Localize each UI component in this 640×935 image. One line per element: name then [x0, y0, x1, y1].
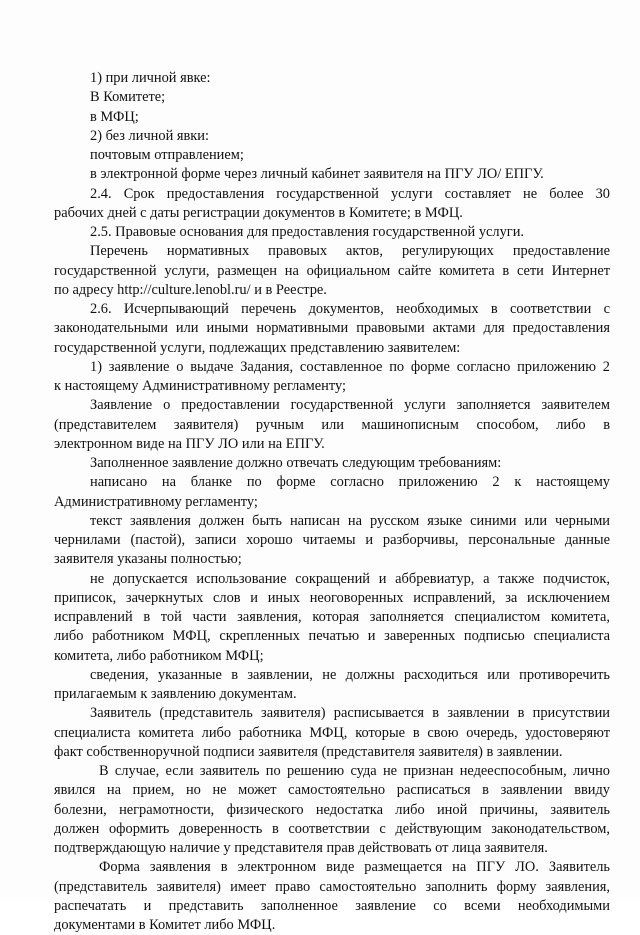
text-line: текст заявления должен быть написан на русском языке синими или черными	[90, 512, 610, 529]
text-line: специалиста комитета либо работника МФЦ, которые в свою очередь, удостоверяют	[54, 724, 610, 741]
text-line: должен оформить доверенность в соответствии с действующим законодательством,	[54, 820, 610, 837]
text-line: законодательными или иными нормативными правовыми актами для предоставления	[54, 320, 610, 337]
text-line: Заявитель (представитель заявителя) расписывается в заявлении в присутствии	[90, 705, 610, 722]
text-line: факт собственноручной подписи заявителя (представителя заявителя) в заявлении.	[54, 743, 563, 760]
text-line: В случае, если заявитель по решению суда не признан недееспособным, лично	[99, 763, 610, 779]
text-line: к настоящему Административному регламенту;	[54, 378, 346, 394]
text-line: в электронной форме через личный кабинет заявителя на ПГУ ЛО/ ЕПГУ.	[90, 166, 544, 183]
text-line: болезни, неграмотности, физического недостатка либо иной причины, заявитель	[54, 801, 610, 818]
text-line: не допускается использование сокращений и аббревиатур, а также подчисток,	[90, 570, 610, 587]
text-line: написано на бланке по форме согласно приложению 2 к настоящему	[90, 474, 610, 491]
text-line: почтовым отправлением;	[90, 147, 244, 163]
text-line: (представителем заявителя) ручным или машинописным способом, либо в	[54, 416, 610, 433]
text-line: комитета, либо работником МФЦ;	[54, 647, 264, 664]
text-line: чернилами (пастой), записи хорошо читаемы и разборчивы, персональные данные	[54, 532, 610, 548]
document-body	[54, 69, 610, 935]
text-line: Административному регламенту;	[54, 493, 258, 510]
text-line: по адресу http://culture.lenobl.ru/ и в Реестре.	[54, 281, 327, 298]
text-line: прилагаемым к заявлению документам.	[54, 686, 297, 702]
text-line: 1) заявление о выдаче Задания, составленное по форме согласно приложению 2	[90, 358, 610, 375]
text-line: электронном виде на ПГУ ЛО или на ЕПГУ.	[54, 435, 325, 452]
text-line: заявителя указаны полностью;	[54, 551, 242, 568]
text-line: 2.4. Срок предоставления государственной услуги составляет не более 30	[90, 185, 610, 202]
text-line: государственной услуги, подлежащих представлению заявителем:	[54, 339, 461, 356]
text-line: в МФЦ;	[90, 108, 139, 125]
text-line: В Комитете;	[90, 89, 166, 106]
text-line: Перечень нормативных правовых актов, регулирующих предоставление	[90, 243, 610, 260]
text-line: Заполненное заявление должно отвечать следующим требованиям:	[90, 455, 502, 471]
text-line: сведения, указанные в заявлении, не должны расходиться или противоречить	[90, 666, 610, 683]
text-line: 2) без личной явки:	[90, 127, 209, 144]
text-line: 2.6. Исчерпывающий перечень документов, необходимых в соответствии с	[90, 301, 610, 317]
text-line: 1) при личной явке:	[90, 70, 211, 86]
text-line: распечатать и представить заполненное заявление со всеми необходимыми	[54, 897, 610, 914]
text-line: (представитель заявителя) имеет право самостоятельно заполнить форму заявления,	[54, 878, 610, 895]
text-line: Заявление о предоставлении государственной услуги заполняется заявителем	[90, 397, 610, 414]
text-line: государственной услуги, размещен на официальном сайте комитета в сети Интернет	[54, 262, 610, 279]
text-line: Форма заявления в электронном виде размещается на ПГУ ЛО. Заявитель	[99, 859, 610, 876]
text-line: исправлений в той части заявления, которая заполняется специалистом комитета,	[54, 609, 610, 625]
text-line: подтверждающую наличие у представителя прав действовать от лица заявителя.	[54, 840, 548, 856]
text-line: явился на прием, но не может самостоятельно расписаться в заявлении ввиду	[54, 782, 610, 799]
text-line: документами в Комитет либо МФЦ.	[54, 917, 276, 933]
text-line: либо работником МФЦ, скрепленных печатью и заверенных подписью специалиста	[54, 628, 610, 645]
text-line: рабочих дней с даты регистрации документов в Комитете; в МФЦ.	[54, 204, 463, 221]
text-line: 2.5. Правовые основания для предоставления государственной услуги.	[90, 224, 524, 240]
text-line: приписок, зачеркнутых слов и иных неоговоренных исправлений, за исключением	[54, 589, 610, 606]
